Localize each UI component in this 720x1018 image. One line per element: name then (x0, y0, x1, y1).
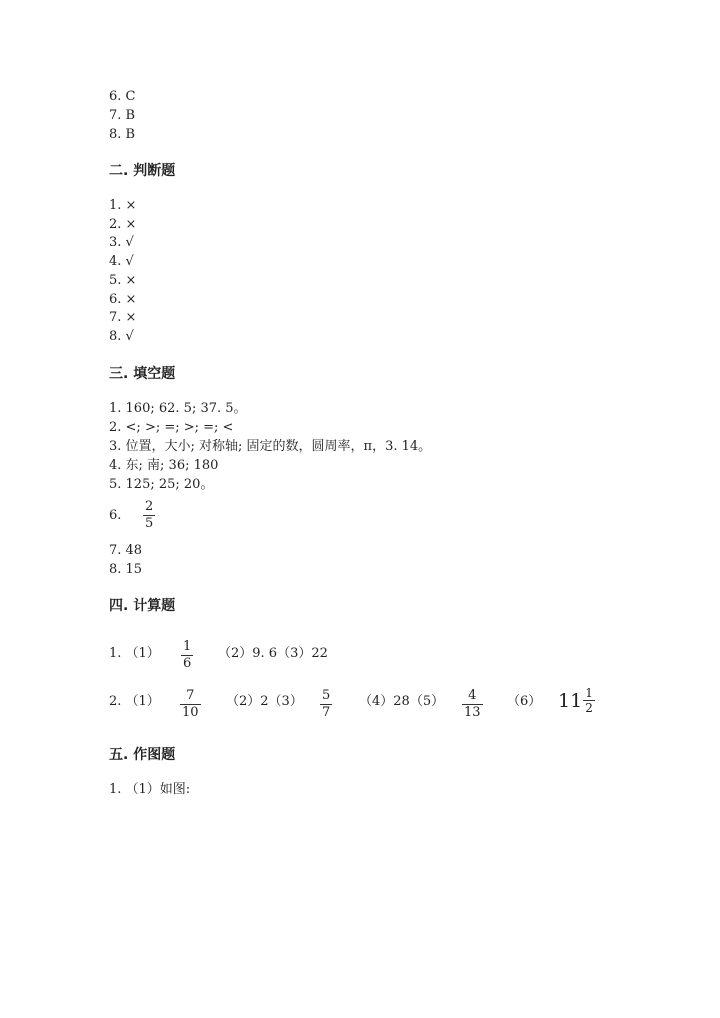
fraction-numerator: 2 (145, 499, 154, 514)
fraction-numerator: 5 (322, 688, 331, 703)
mixed-whole: 11 (558, 689, 583, 712)
section-title-fill: 三. 填空题 (109, 366, 176, 382)
choice-answer-7: 7. B (109, 108, 136, 123)
calc-row2-label: 2. （1） (109, 694, 160, 709)
calc-row1-fraction (181, 640, 193, 671)
calc-row2-mixed-number (558, 687, 595, 714)
judge-answer-3: 3. √ (109, 235, 134, 250)
draw-answer-1: 1. （1）如图: (109, 782, 191, 797)
section-title-calc: 四. 计算题 (109, 598, 176, 614)
calc-row2-fraction-1 (180, 689, 201, 720)
judge-answer-4: 4. √ (109, 254, 134, 269)
calc-row2-segment-4: （6） (507, 694, 542, 709)
fill-answer-2: 2. <; >; =; >; =; < (109, 420, 234, 435)
fill-answer-8: 8. 15 (109, 562, 143, 577)
judge-answer-8: 8. √ (109, 329, 134, 344)
fraction-numerator: 4 (468, 688, 477, 703)
fraction-numerator: 1 (183, 639, 192, 654)
fraction-denominator: 10 (182, 705, 199, 720)
fraction-denominator: 6 (183, 656, 192, 671)
judge-answer-6: 6. × (109, 292, 137, 307)
fraction-denominator: 5 (145, 516, 154, 531)
fraction-denominator: 13 (464, 705, 481, 720)
fill-answer-3: 3. 位置，大小; 对称轴; 固定的数，圆周率，π，3. 14。 (109, 439, 432, 454)
fill-answer-6-label: 6. (109, 508, 122, 523)
fill-answer-1: 1. 160; 62. 5; 37. 5。 (109, 401, 247, 416)
calc-row2-fraction-3 (462, 689, 483, 720)
judge-answer-2: 2. × (109, 217, 137, 232)
calc-row2-fraction-2 (320, 689, 332, 720)
choice-answer-6: 6. C (109, 89, 136, 104)
fill-answer-4: 4. 东; 南; 36; 180 (109, 458, 219, 473)
fill-answer-6-fraction (143, 500, 155, 531)
judge-answer-5: 5. × (109, 273, 137, 288)
fraction-numerator: 7 (186, 688, 195, 703)
section-title-draw: 五. 作图题 (109, 747, 176, 763)
section-title-judge: 二. 判断题 (109, 163, 176, 179)
fill-answer-7: 7. 48 (109, 543, 143, 558)
calc-row2-segment-3: （4）28（5） (359, 694, 445, 709)
calc-row2-segment-2: （2）2（3） (226, 694, 303, 709)
mixed-fraction (583, 687, 595, 714)
fraction-denominator: 2 (585, 701, 593, 715)
fraction-denominator: 7 (322, 705, 331, 720)
calc-row1-rest: （2）9. 6（3）22 (218, 646, 328, 661)
fraction-numerator: 1 (585, 686, 593, 700)
judge-answer-7: 7. × (109, 310, 137, 325)
calc-row1-label: 1. （1） (109, 646, 160, 661)
choice-answer-8: 8. B (109, 127, 136, 142)
fill-answer-5: 5. 125; 25; 20。 (109, 477, 214, 492)
judge-answer-1: 1. × (109, 198, 137, 213)
